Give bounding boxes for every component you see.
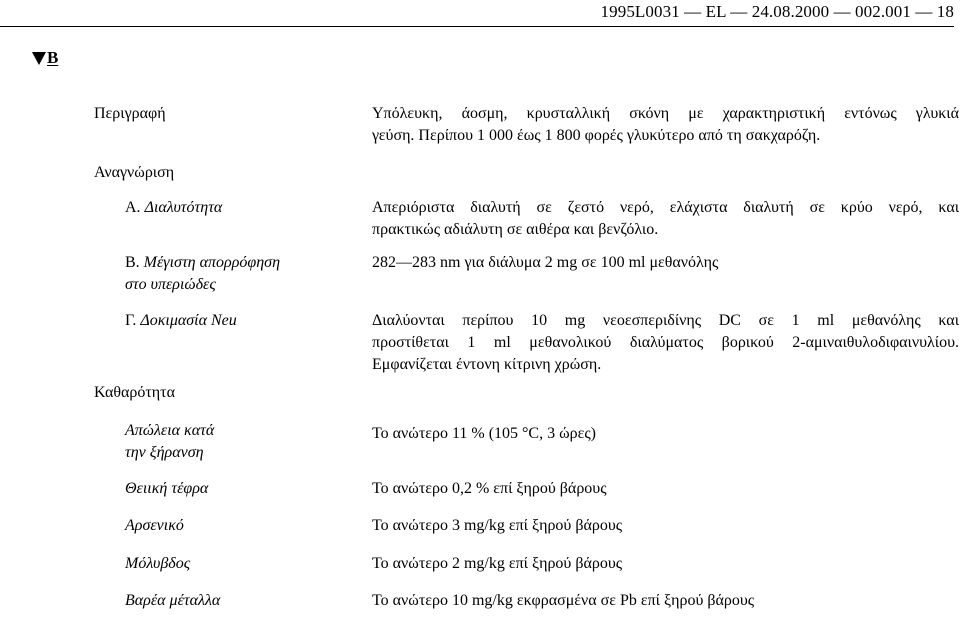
value-solubility (372, 197, 959, 241)
value-uv-line: 282—283 nm για διάλυμα 2 mg σε 100 ml μεθανόλης (372, 254, 719, 271)
value-neu-line-2: προστίθεται 1 ml μεθανολικού διαλύματος βορικού 2-αμιναιθυλοδιφαινυλίου. (372, 334, 959, 351)
value-description (372, 103, 959, 147)
value-sulphated-ash-line: Το ανώτερο 0,2 % επί ξηρού βάρους (372, 480, 607, 497)
value-description-line-2: γεύση. Περίπου 1 000 έως 1 800 φορές γλυκύτερο από τη σακχαρόζη. (372, 127, 821, 144)
label-description: Περιγραφή (94, 105, 166, 122)
value-sulphated-ash (372, 478, 959, 500)
label-solubility (125, 197, 335, 219)
label-neu-test (125, 310, 335, 332)
label-sulphated-ash: Θειική τέφρα (125, 480, 209, 497)
label-purity: Καθαρότητα (94, 384, 175, 401)
label-uv-absorption (125, 252, 335, 296)
value-loss-on-drying (372, 423, 959, 445)
label-heavy-metals: Βαρέα μέταλλα (125, 592, 221, 609)
label-loss-line-2: την ξήρανση (125, 444, 204, 461)
value-loss-line: Το ανώτερο 11 % (105 °C, 3 ώρες) (372, 425, 596, 442)
label-uv-prefix: Β. (125, 254, 140, 271)
value-solubility-line-1: Απεριόριστα διαλυτή σε ζεστό νερό, ελάχιστα διαλυτή σε κρύο νερό, και (372, 199, 959, 216)
label-loss-on-drying (125, 420, 335, 464)
label-neu-text: Δοκιμασία Neu (140, 312, 237, 329)
value-neu-line-3: Εμφανίζεται έντονη κίτρινη χρώση. (372, 356, 602, 373)
label-solubility-text: Διαλυτότητα (144, 199, 223, 216)
value-arsenic-line: Το ανώτερο 3 mg/kg επί ξηρού βάρους (372, 517, 623, 534)
value-description-line-1: Υπόλευκη, άοσμη, κρυσταλλική σκόνη με χαρακτηριστική εντόνως γλυκιά (372, 105, 959, 122)
triangle-down-icon (32, 52, 46, 65)
label-neu-prefix: Γ. (125, 312, 137, 329)
value-heavy-metals-line: Το ανώτερο 10 mg/kg εκφρασμένα σε Pb επί ξηρού βάρους (372, 592, 755, 609)
value-neu-test (372, 310, 959, 376)
value-neu-line-1: Διαλύονται περίπου 10 mg νεοεσπεριδίνης DC σε 1 ml μεθανόλης και (372, 312, 959, 329)
value-lead (372, 553, 959, 575)
section-marker (32, 46, 58, 70)
value-heavy-metals (372, 590, 959, 612)
label-uv-line-1: Μέγιστη απορρόφηση (143, 254, 280, 271)
page-header-text: 1995L0031 — EL — 24.08.2000 — 002.001 — 18 (600, 2, 954, 21)
value-uv-absorption (372, 252, 959, 274)
value-lead-line: Το ανώτερο 2 mg/kg επί ξηρού βάρους (372, 555, 623, 572)
label-solubility-prefix: Α. (125, 199, 141, 216)
value-solubility-line-2: πρακτικώς αδιάλυτη σε αιθέρα και βενζόλιο. (372, 221, 659, 238)
section-letter: B (47, 48, 59, 67)
label-lead: Μόλυβδος (125, 555, 191, 572)
value-arsenic (372, 515, 959, 537)
label-arsenic: Αρσενικό (125, 517, 184, 534)
label-uv-line-2: στο υπεριώδες (125, 276, 216, 293)
label-identification: Αναγνώριση (94, 164, 175, 181)
label-loss-line-1: Απώλεια κατά (125, 422, 215, 439)
page-header (0, 0, 954, 27)
